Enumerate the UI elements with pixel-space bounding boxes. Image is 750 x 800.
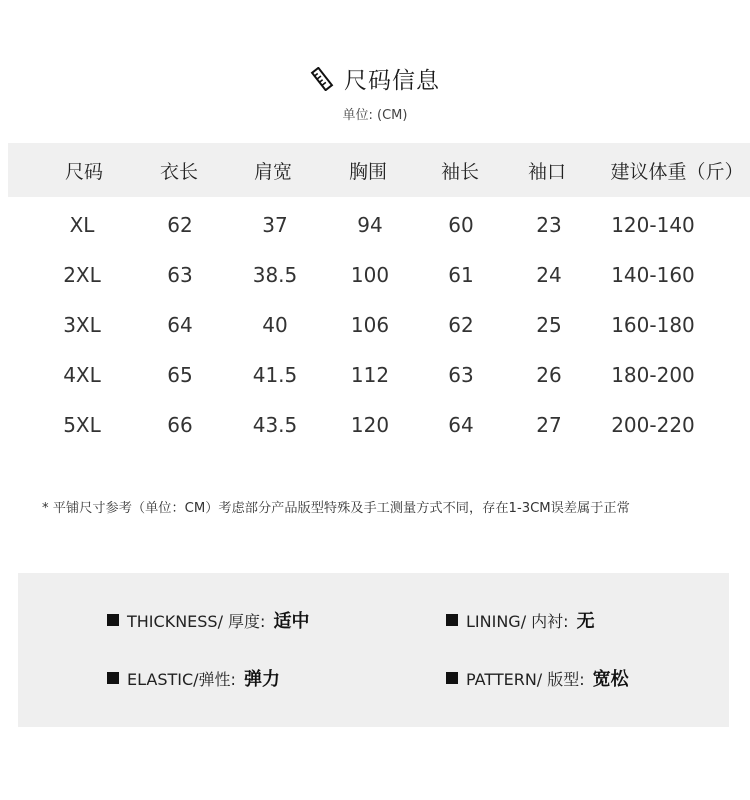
attribute-thickness bbox=[107, 607, 309, 633]
cell-cuff: 23 bbox=[536, 213, 562, 237]
square-bullet-icon bbox=[446, 672, 458, 684]
cell-shoulder: 37 bbox=[262, 213, 288, 237]
attribute-value: 宽松 bbox=[592, 669, 629, 690]
attribute-pattern bbox=[446, 665, 629, 691]
cell-length: 63 bbox=[167, 263, 193, 287]
table-row bbox=[0, 213, 750, 243]
cell-length: 64 bbox=[167, 313, 193, 337]
cell-sleeve: 60 bbox=[448, 213, 474, 237]
cell-size: 2XL bbox=[63, 263, 101, 287]
attribute-label: LINING/ 内衬: bbox=[466, 611, 569, 631]
column-header-sleeve: 袖长 bbox=[440, 161, 480, 183]
attribute-value: 适中 bbox=[273, 611, 310, 632]
square-bullet-icon bbox=[446, 614, 458, 626]
cell-weight: 180-200 bbox=[611, 363, 695, 387]
column-header-length: 衣长 bbox=[159, 161, 199, 183]
attributes-panel bbox=[18, 573, 729, 727]
cell-chest: 94 bbox=[357, 213, 383, 237]
cell-chest: 120 bbox=[350, 413, 390, 437]
column-header-weight: 建议体重（斤） bbox=[610, 161, 744, 183]
attribute-label: ELASTIC/弹性: bbox=[127, 669, 236, 689]
cell-size: 5XL bbox=[63, 413, 101, 437]
cell-length: 66 bbox=[167, 413, 193, 437]
cell-shoulder: 40 bbox=[262, 313, 288, 337]
measurement-note: * 平铺尺寸参考（单位：CM）考虑部分产品版型特殊及手工测量方式不同，存在1-3CM误差属于正常 bbox=[42, 501, 630, 516]
cell-cuff: 26 bbox=[536, 363, 562, 387]
table-header-row bbox=[8, 143, 750, 197]
square-bullet-icon bbox=[107, 614, 119, 626]
cell-cuff: 27 bbox=[536, 413, 562, 437]
cell-size: XL bbox=[69, 213, 95, 237]
table-row bbox=[0, 263, 750, 293]
cell-shoulder: 41.5 bbox=[252, 363, 298, 387]
column-header-shoulder: 肩宽 bbox=[253, 161, 293, 183]
cell-length: 62 bbox=[167, 213, 193, 237]
cell-cuff: 24 bbox=[536, 263, 562, 287]
square-bullet-icon bbox=[107, 672, 119, 684]
cell-weight: 200-220 bbox=[611, 413, 695, 437]
column-header-cuff: 袖口 bbox=[527, 161, 567, 183]
table-row bbox=[0, 363, 750, 393]
cell-sleeve: 62 bbox=[448, 313, 474, 337]
cell-sleeve: 64 bbox=[448, 413, 474, 437]
cell-shoulder: 43.5 bbox=[252, 413, 298, 437]
column-header-chest: 胸围 bbox=[348, 161, 388, 183]
cell-sleeve: 61 bbox=[448, 263, 474, 287]
attribute-label: THICKNESS/ 厚度: bbox=[127, 611, 266, 631]
attribute-value: 无 bbox=[576, 611, 595, 632]
cell-sleeve: 63 bbox=[448, 363, 474, 387]
column-header-size: 尺码 bbox=[64, 161, 104, 183]
attribute-lining bbox=[446, 607, 595, 633]
cell-length: 65 bbox=[167, 363, 193, 387]
cell-weight: 160-180 bbox=[611, 313, 695, 337]
cell-weight: 120-140 bbox=[611, 213, 695, 237]
page-title: 尺码信息 bbox=[344, 68, 440, 94]
cell-cuff: 25 bbox=[536, 313, 562, 337]
cell-weight: 140-160 bbox=[611, 263, 695, 287]
cell-chest: 100 bbox=[350, 263, 390, 287]
attribute-value: 弹力 bbox=[243, 669, 280, 690]
cell-size: 3XL bbox=[63, 313, 101, 337]
title-area bbox=[0, 62, 750, 95]
unit-label: 单位: (CM) bbox=[342, 108, 408, 123]
cell-chest: 106 bbox=[350, 313, 390, 337]
cell-shoulder: 38.5 bbox=[252, 263, 298, 287]
table-row bbox=[0, 413, 750, 443]
attribute-label: PATTERN/ 版型: bbox=[466, 669, 585, 689]
attribute-elastic bbox=[107, 665, 280, 691]
cell-chest: 112 bbox=[350, 363, 390, 387]
table-row bbox=[0, 313, 750, 343]
ruler-icon bbox=[310, 67, 334, 91]
cell-size: 4XL bbox=[63, 363, 101, 387]
